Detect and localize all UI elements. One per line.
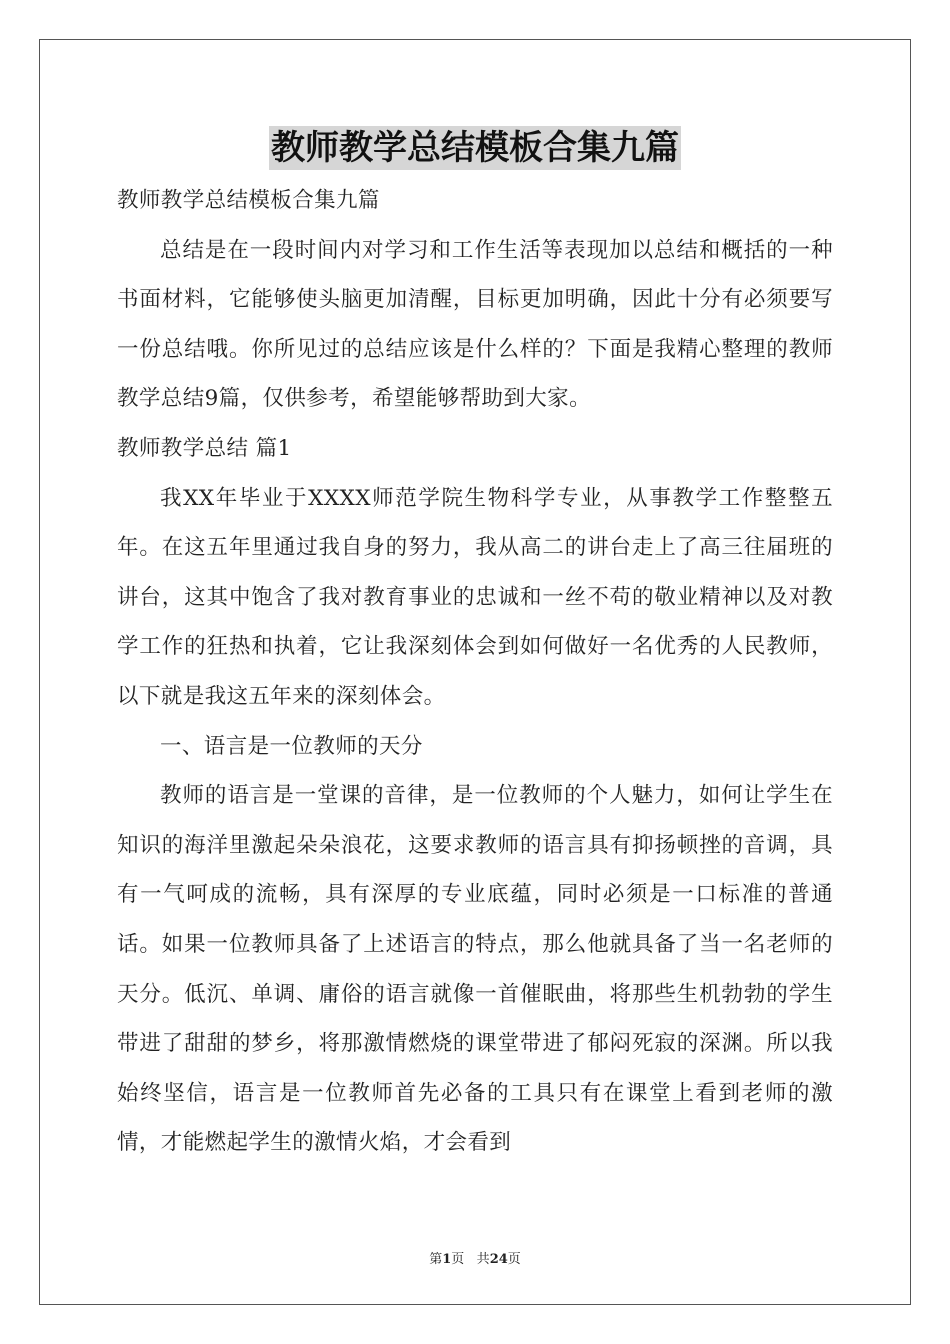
footer-total-pages: 24 bbox=[489, 1252, 508, 1267]
document-body bbox=[117, 176, 833, 1168]
footer-total-prefix: 共 bbox=[476, 1252, 490, 1267]
footer-page-suffix: 页 bbox=[451, 1252, 465, 1267]
subsection-heading-language: 一、语言是一位教师的天分 bbox=[160, 733, 423, 759]
paragraph-intro: 总结是在一段时间内对学习和工作生活等表现加以总结和概括的一种书面材料，它能够使头脑更加清醒，目标更加明确，因此十分有必须要写一份总结哦。你所见过的总结应该是什么样的？下面是我精心整理的教师教学总结9篇，仅供参考，希望能够帮助到大家。 bbox=[117, 237, 833, 412]
paragraph-language: 教师的语言是一堂课的音律，是一位教师的个人魅力，如何让学生在知识的海洋里激起朵朵浪花，这要求教师的语言具有抑扬顿挫的音调，具有一气呵成的流畅，具有深厚的专业底蕴，同时必须是一口标准的普通话。如果一位教师具备了上述语言的特点，那么他就具备了当一名老师的天分。低沉、单调、庸俗的语言就像一首催眠曲，将那些生机勃勃的学生带进了甜甜的梦乡，将那激情燃烧的课堂带进了郁闷死寂的深渊。所以我始终坚信，语言是一位教师首先必备的工具只有在课堂上看到老师的激情，才能燃起学生的激情火焰，才会看到 bbox=[117, 783, 833, 1156]
footer-total-suffix: 页 bbox=[507, 1252, 521, 1267]
footer-current-page: 1 bbox=[442, 1252, 452, 1267]
title-container bbox=[0, 126, 950, 170]
document-title: 教师教学总结模板合集九篇 bbox=[271, 128, 679, 168]
footer-prefix: 第 bbox=[429, 1252, 443, 1267]
paragraph-background: 我XX年毕业于XXXX师范学院生物科学专业，从事教学工作整整五年。在这五年里通过我自身的努力，我从高二的讲台走上了高三往届班的讲台，这其中饱含了我对教育事业的忠诚和一丝不苟的敬业精神以及对教学工作的狂热和执着，它让我深刻体会到如何做好一名优秀的人民教师，以下就是我这五年来的深刻体会。 bbox=[117, 485, 833, 709]
paragraph-subtitle: 教师教学总结模板合集九篇 bbox=[117, 188, 380, 213]
section-heading-part-1: 教师教学总结 篇1 bbox=[117, 435, 292, 461]
page-footer bbox=[0, 1248, 950, 1267]
